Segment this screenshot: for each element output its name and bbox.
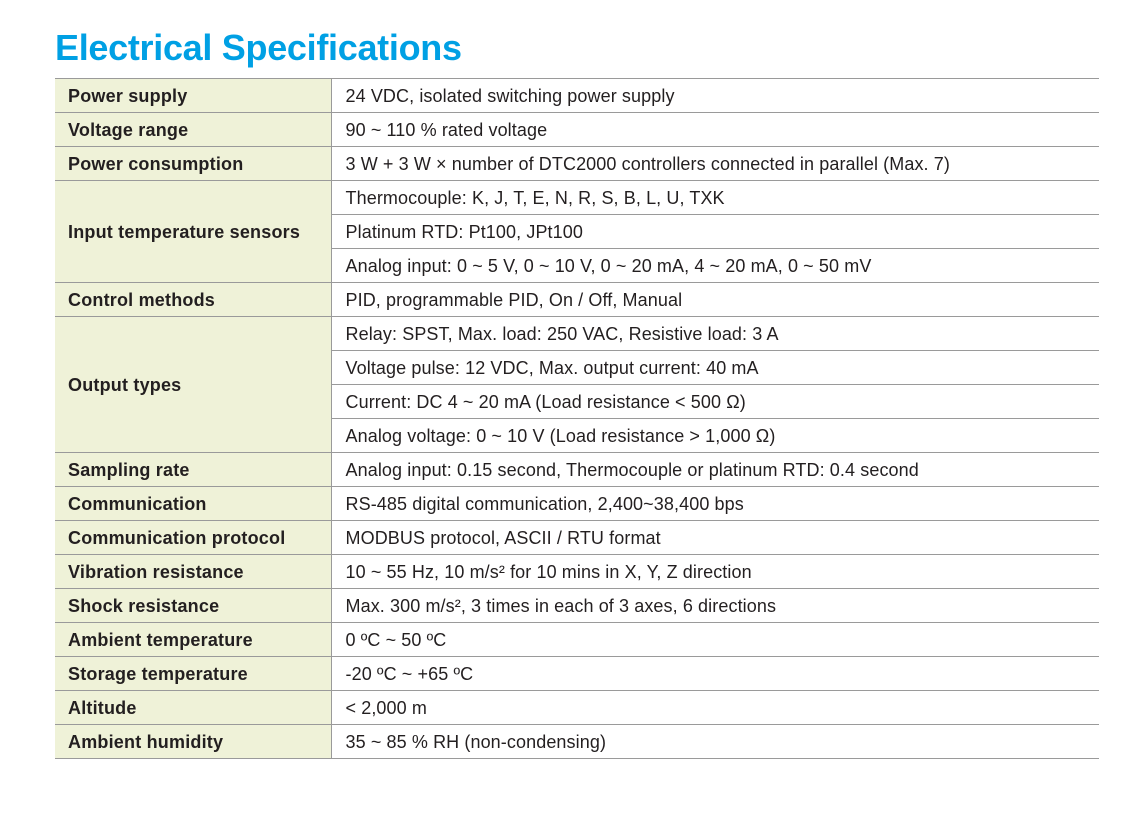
spec-label-ambient-temperature: Ambient temperature — [55, 623, 331, 657]
spec-value: -20 ºC ~ +65 ºC — [331, 657, 1099, 691]
spec-value: 90 ~ 110 % rated voltage — [331, 113, 1099, 147]
table-row — [55, 657, 1099, 691]
spec-label-communication: Communication — [55, 487, 331, 521]
spec-value: 10 ~ 55 Hz, 10 m/s² for 10 mins in X, Y, Z direction — [331, 555, 1099, 589]
spec-value: Analog voltage: 0 ~ 10 V (Load resistance > 1,000 Ω) — [331, 419, 1099, 453]
table-row — [55, 453, 1099, 487]
spec-value: 24 VDC, isolated switching power supply — [331, 79, 1099, 113]
spec-value: Voltage pulse: 12 VDC, Max. output current: 40 mA — [331, 351, 1099, 385]
table-row — [55, 317, 1099, 351]
table-row — [55, 725, 1099, 759]
spec-label-input-temperature-sensors: Input temperature sensors — [55, 181, 331, 283]
spec-table-body — [55, 79, 1099, 759]
spec-label-output-types: Output types — [55, 317, 331, 453]
spec-table — [55, 78, 1099, 759]
spec-value: < 2,000 m — [331, 691, 1099, 725]
spec-label-communication-protocol: Communication protocol — [55, 521, 331, 555]
table-row — [55, 147, 1099, 181]
spec-label-vibration-resistance: Vibration resistance — [55, 555, 331, 589]
spec-label-sampling-rate: Sampling rate — [55, 453, 331, 487]
spec-label-power-consumption: Power consumption — [55, 147, 331, 181]
table-row — [55, 555, 1099, 589]
table-row — [55, 589, 1099, 623]
table-row — [55, 113, 1099, 147]
spec-value: Thermocouple: K, J, T, E, N, R, S, B, L, U, TXK — [331, 181, 1099, 215]
spec-value: Relay: SPST, Max. load: 250 VAC, Resistive load: 3 A — [331, 317, 1099, 351]
spec-value: PID, programmable PID, On / Off, Manual — [331, 283, 1099, 317]
spec-value: 0 ºC ~ 50 ºC — [331, 623, 1099, 657]
spec-value: Analog input: 0.15 second, Thermocouple or platinum RTD: 0.4 second — [331, 453, 1099, 487]
spec-value: 3 W + 3 W × number of DTC2000 controllers connected in parallel (Max. 7) — [331, 147, 1099, 181]
table-row — [55, 521, 1099, 555]
spec-label-shock-resistance: Shock resistance — [55, 589, 331, 623]
table-row — [55, 283, 1099, 317]
page-title: Electrical Specifications — [55, 27, 462, 68]
table-row — [55, 623, 1099, 657]
spec-label-altitude: Altitude — [55, 691, 331, 725]
spec-value: MODBUS protocol, ASCII / RTU format — [331, 521, 1099, 555]
spec-value: Analog input: 0 ~ 5 V, 0 ~ 10 V, 0 ~ 20 mA, 4 ~ 20 mA, 0 ~ 50 mV — [331, 249, 1099, 283]
spec-label-storage-temperature: Storage temperature — [55, 657, 331, 691]
table-row — [55, 79, 1099, 113]
table-row — [55, 691, 1099, 725]
table-row — [55, 181, 1099, 215]
spec-label-ambient-humidity: Ambient humidity — [55, 725, 331, 759]
spec-value: Max. 300 m/s², 3 times in each of 3 axes, 6 directions — [331, 589, 1099, 623]
spec-value: Platinum RTD: Pt100, JPt100 — [331, 215, 1099, 249]
table-row — [55, 487, 1099, 521]
spec-value: RS-485 digital communication, 2,400~38,400 bps — [331, 487, 1099, 521]
spec-label-voltage-range: Voltage range — [55, 113, 331, 147]
spec-value: 35 ~ 85 % RH (non-condensing) — [331, 725, 1099, 759]
spec-label-power-supply: Power supply — [55, 79, 331, 113]
spec-value: Current: DC 4 ~ 20 mA (Load resistance < 500 Ω) — [331, 385, 1099, 419]
spec-label-control-methods: Control methods — [55, 283, 331, 317]
